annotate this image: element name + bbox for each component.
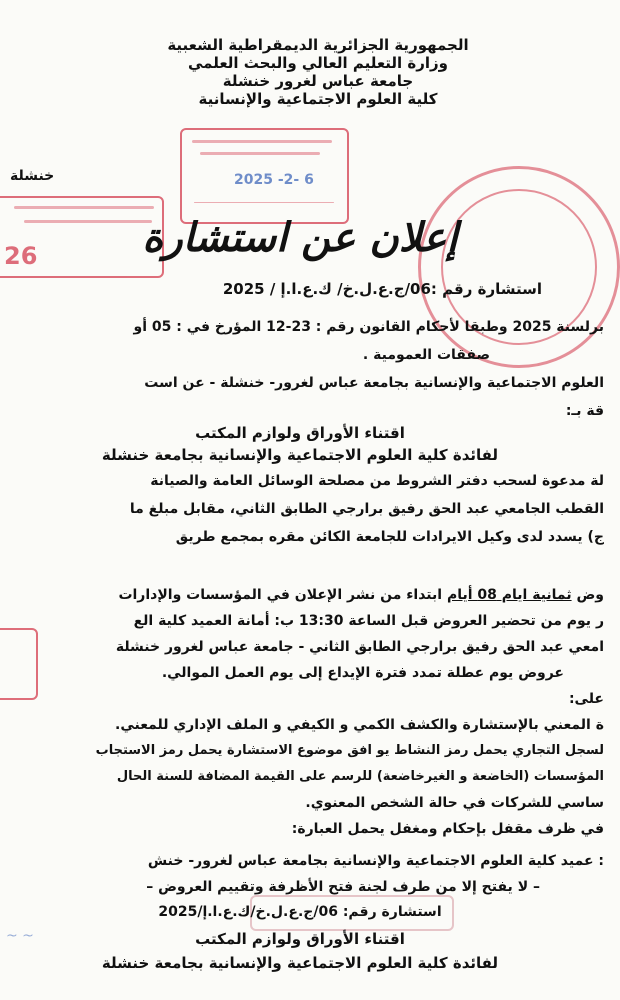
body-line: ة المعني بالإستشارة والكشف الكمي و الكيفي و الملف الإداري للمعني. [115, 717, 604, 733]
page-title: إعلان عن استشارة [142, 214, 458, 261]
envelope-line: – لا يفتح إلا من طرف لجنة فتح الأظرفة وتقييم العروض – [146, 879, 540, 895]
deadline-emphasis: ثمانية ايام 08 أيام [446, 587, 572, 603]
faculty-name: كلية العلوم الاجتماعية والإنسانية [198, 90, 438, 108]
republic-name: الجمهورية الجزائرية الديمقراطية الشعبية [167, 36, 469, 54]
body-line: العلوم الاجتماعية والإنسانية بجامعة عباس لغرور- خنشلة - عن است [144, 375, 604, 391]
consultation-reference: استشارة رقم :06/ج.ع.ل.خ/ ك.ع.ا.إ / 2025 [222, 280, 542, 298]
registration-stamp [180, 128, 349, 224]
deadline-line: وض ثمانية ايام 08 أيام ابتداء من نشر الإعلان في المؤسسات والإدارات [118, 587, 604, 603]
body-line: على: [568, 691, 604, 707]
subject-beneficiary: لفائدة كلية العلوم الاجتماعية والإنسانية بجامعة خنشلة [101, 446, 499, 464]
side-stamp [0, 628, 38, 700]
envelope-line: : عميد كلية العلوم الاجتماعية والإنسانية بجامعة عباس لغرور- خنش [147, 853, 604, 869]
body-line: ساسي للشركات في حالة الشخص المعنوي. [305, 795, 604, 811]
body-line: القطب الجامعي عبد الحق رفيق برارجي الطابق الثاني، مقابل مبلغ ما [129, 501, 604, 517]
body-line: ج) يسدد لدى وكيل الايرادات للجامعة الكائن مقره بمجمع طريق [175, 529, 604, 545]
body-line: في ظرف مقفل بإحكام ومغفل يحمل العبارة: [291, 821, 604, 837]
blue-signature-mark: ~ ~ [6, 928, 34, 944]
body-line: المؤسسات (الخاضعة و الغيرخاضعة) للرسم على القيمة المضافة للسنة الحال [116, 769, 604, 784]
envelope-subject: اقتناء الأوراق ولوازم المكتب [195, 930, 405, 948]
official-round-seal [418, 166, 620, 368]
body-line: لسجل التجاري يحمل رمز النشاط يو افق موضوع الاستشارة يحمل رمز الاستجاب [95, 743, 604, 758]
university-name: جامعة عباس لغرور خنشلة [222, 72, 414, 90]
envelope-beneficiary: لفائدة كلية العلوم الاجتماعية والإنسانية بجامعة خنشلة [101, 954, 499, 972]
body-line: برلسنة 2025 وطبقا لأحكام القانون رقم : 23-12 المؤرخ في : 05 أو [133, 319, 604, 335]
city-label: خنشلة [10, 168, 55, 184]
registration-number: 26 [4, 242, 38, 270]
ministry-name: وزارة التعليم العالي والبحث العلمي [187, 54, 449, 72]
body-line: امعي عبد الحق رفيق برارجي الطابق الثاني - جامعة عباس لغرور خنشلة [115, 639, 604, 655]
body-line: قة بـ: [565, 403, 604, 419]
body-line: ر يوم من تحضير العروض قبل الساعة 13:30 ب: أمانة العميد كلية الع [133, 613, 604, 629]
registration-date: 2025 -2- 6 [234, 172, 314, 188]
body-line: صفقات العمومية . [362, 347, 490, 363]
body-line: عروض يوم عطلة تمدد فترة الإيداع إلى يوم العمل الموالي. [161, 665, 564, 681]
envelope-reference: استشارة رقم: 06/ج.ع.ل.خ/ك.ع.ا.إ/2025 [158, 904, 442, 920]
subject-title: اقتناء الأوراق ولوازم المكتب [195, 424, 405, 442]
body-line: لة مدعوة لسحب دفتر الشروط من مصلحة الوسائل العامة والصيانة [150, 473, 604, 489]
